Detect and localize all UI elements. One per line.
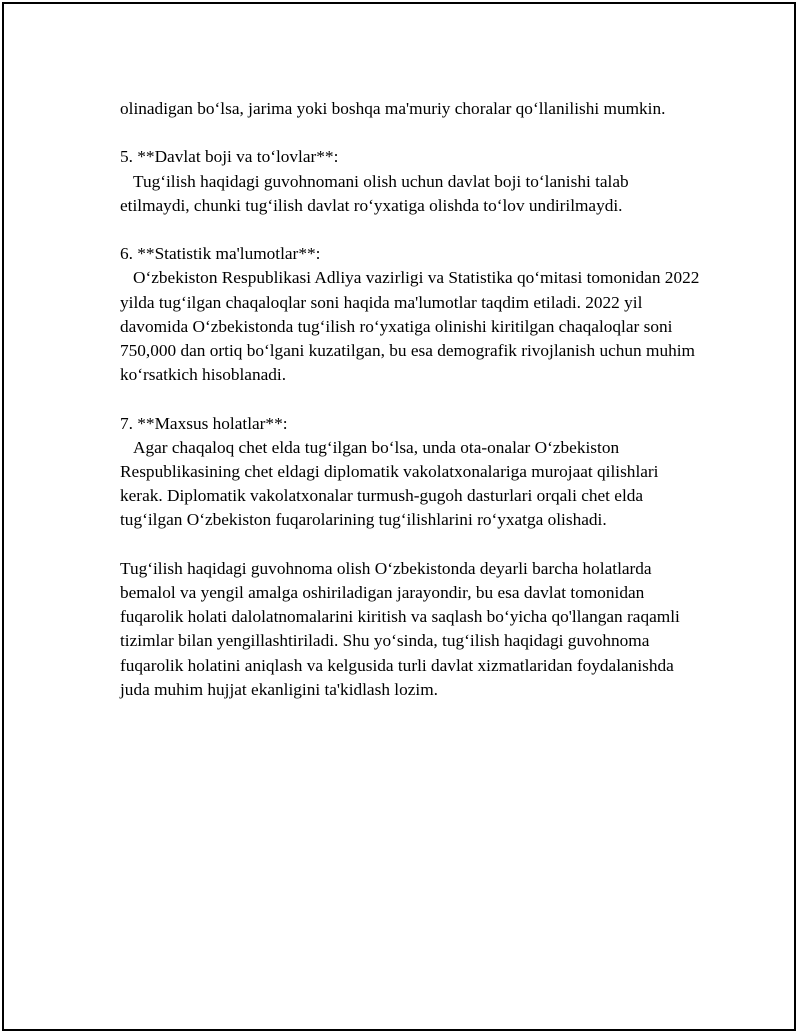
section-heading: 6. **Statistik ma'lumotlar**: — [120, 244, 321, 264]
section-heading: 5. **Davlat boji va to‘lovlar**: — [120, 147, 339, 167]
section-body: O‘zbekiston Respublikasi Adliya vazirligi va Statistika qo‘mitasi tomonidan 2022 yilda tug‘ilgan chaqaloqlar soni haqida ma'lumotlar taqdim etiladi. 2022 yil davomida O‘zbekistonda tug‘ilish ro‘yxatiga olinishi kiritilgan chaqaloqlar soni 750,000 dan ortiq bo‘lgani kuzatilgan, bu esa demografik rivojlanish uchun muhim ko‘rsatkich hisoblanadi. — [120, 268, 700, 385]
intro-continuation: olinadigan bo‘lsa, jarima yoki boshqa ma'muriy choralar qo‘llanilishi mumkin. — [120, 99, 666, 118]
document-body — [120, 97, 700, 702]
conclusion-paragraph: Tug‘ilish haqidagi guvohnoma olish O‘zbekistonda deyarli barcha holatlarda bemalol va yengil amalga oshiriladigan jarayondir, bu esa davlat tomonidan fuqarolik holati dalolatnomalarini kiritish va saqlash bo‘yicha qo'llangan raqamli tizimlar bilan yengillashtiriladi. Shu yo‘sinda, tug‘ilish haqidagi guvohnoma fuqarolik holatini aniqlash va kelgusida turli davlat xizmatlaridan foydalanishda juda muhim hujjat ekanligini ta'kidlash lozim. — [120, 558, 680, 699]
section-special-cases — [120, 412, 700, 533]
section-body: Agar chaqaloq chet elda tug‘ilgan bo‘lsa, unda ota-onalar O‘zbekiston Respublikasining chet eldagi diplomatik vakolatxonalariga murojaat qilishlari kerak. Diplomatik vakolatxonalar turmush-gugoh dasturlari orqali chet elda tug‘ilgan O‘zbekiston fuqarolarining tug‘ilishlarini ro‘yxatga olishadi. — [120, 437, 659, 530]
section-statistics — [120, 242, 700, 387]
section-body: Tug‘ilish haqidagi guvohnomani olish uchun davlat boji to‘lanishi talab etilmaydi, chunki tug‘ilish davlat ro‘yxatiga olishda to‘lov undirilmaydi. — [120, 171, 629, 215]
section-heading: 7. **Maxsus holatlar**: — [120, 413, 288, 433]
section-fees — [120, 145, 700, 218]
document-page — [2, 2, 796, 1031]
